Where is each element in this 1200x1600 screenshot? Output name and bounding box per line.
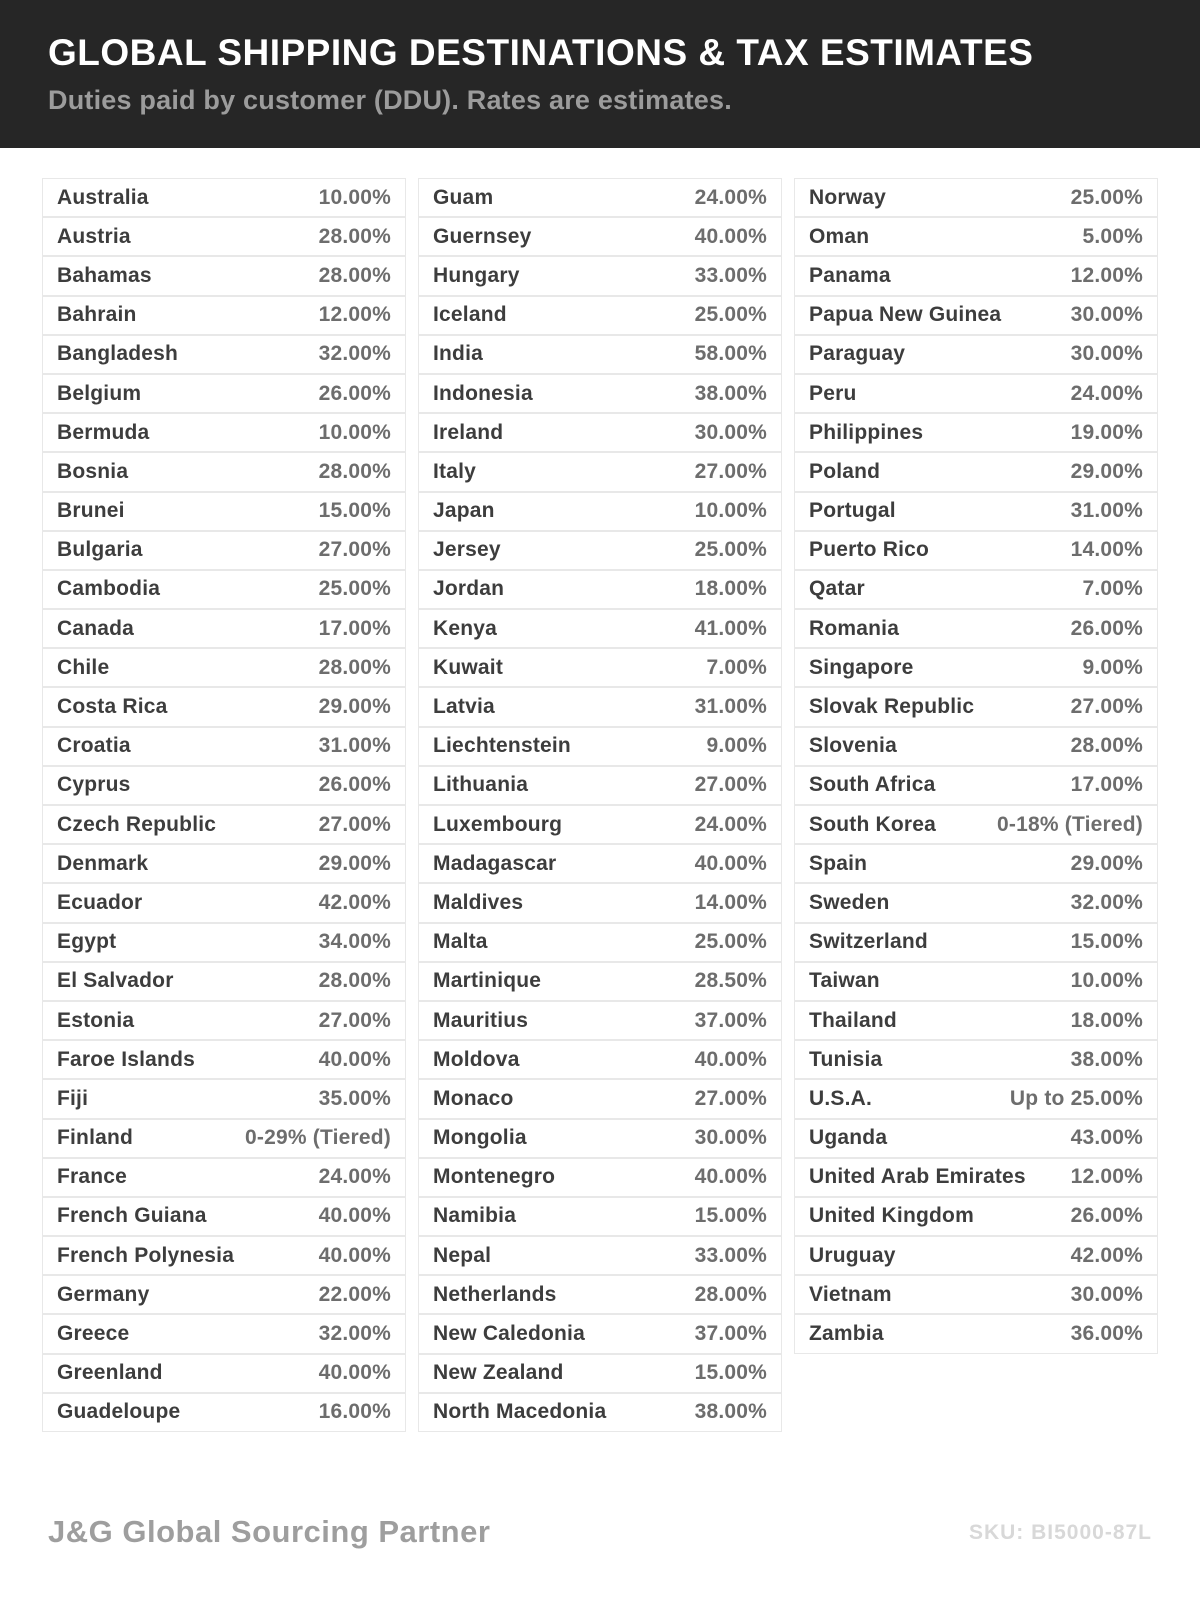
country-name: Zambia [809, 1322, 884, 1346]
table-row [418, 923, 782, 962]
country-name: Spain [809, 851, 868, 875]
tax-rate: 29.00% [318, 695, 391, 719]
tax-rate: 25.00% [694, 930, 767, 954]
table-row [418, 217, 782, 256]
table-row [794, 1079, 1158, 1118]
table-column [42, 178, 406, 1432]
table-row [418, 531, 782, 570]
tax-rate: 14.00% [1070, 538, 1143, 562]
table-row [42, 766, 406, 805]
tax-rate: 9.00% [1082, 655, 1143, 679]
tax-rate: 15.00% [694, 1204, 767, 1228]
tax-rate: 30.00% [1070, 1282, 1143, 1306]
page-subtitle: Duties paid by customer (DDU). Rates are estimates. [48, 85, 732, 115]
country-name: Uruguay [809, 1243, 896, 1267]
table-row [418, 1354, 782, 1393]
tax-rate: 42.00% [1070, 1243, 1143, 1267]
table-row [42, 923, 406, 962]
country-name: South Africa [809, 773, 936, 797]
country-name: Namibia [433, 1204, 517, 1228]
tax-rate: 12.00% [1070, 1165, 1143, 1189]
tax-rate: 15.00% [1070, 930, 1143, 954]
tax-rate: 33.00% [694, 1243, 767, 1267]
table-row [42, 531, 406, 570]
table-column [794, 178, 1158, 1354]
tax-rate: 24.00% [694, 185, 767, 209]
table-row [42, 217, 406, 256]
tax-rate: 19.00% [1070, 420, 1143, 444]
country-name: Martinique [433, 969, 542, 993]
tax-rate: 25.00% [1070, 185, 1143, 209]
country-name: Taiwan [809, 969, 880, 993]
tax-rate: 25.00% [694, 538, 767, 562]
table-row [794, 413, 1158, 452]
country-name: Slovak Republic [809, 695, 975, 719]
tax-rate: 34.00% [318, 930, 391, 954]
tax-rate: 28.00% [318, 655, 391, 679]
tax-rate: 24.00% [694, 812, 767, 836]
tax-rate: 36.00% [1070, 1322, 1143, 1346]
country-name: Netherlands [433, 1282, 557, 1306]
table-row [794, 844, 1158, 883]
country-name: Norway [809, 185, 887, 209]
tax-rate: 24.00% [1070, 381, 1143, 405]
table-row [42, 1119, 406, 1158]
table-row [42, 452, 406, 491]
tax-rate: 31.00% [318, 734, 391, 758]
tax-rate: 27.00% [318, 1008, 391, 1032]
table-row [794, 883, 1158, 922]
country-name: North Macedonia [433, 1400, 607, 1424]
tax-rate: 28.00% [318, 969, 391, 993]
tax-rate: 30.00% [694, 420, 767, 444]
table-row [794, 1275, 1158, 1314]
footer [0, 1514, 1200, 1550]
country-name: Germany [57, 1282, 150, 1306]
table-row [418, 1119, 782, 1158]
table-row [794, 1314, 1158, 1353]
country-name: Brunei [57, 499, 125, 523]
country-name: U.S.A. [809, 1086, 873, 1110]
country-name: Monaco [433, 1086, 514, 1110]
tax-rate: 38.00% [694, 381, 767, 405]
table-row [794, 962, 1158, 1001]
tax-rate: 29.00% [318, 851, 391, 875]
country-name: Japan [433, 499, 495, 523]
tax-rate: 40.00% [694, 1047, 767, 1071]
header-banner [0, 0, 1200, 148]
table-row [418, 609, 782, 648]
table-row [42, 609, 406, 648]
tax-rate: 32.00% [1070, 890, 1143, 914]
country-name: Mauritius [433, 1008, 529, 1032]
country-name: Faroe Islands [57, 1047, 195, 1071]
table-row [418, 648, 782, 687]
country-name: Tunisia [809, 1047, 883, 1071]
country-name: France [57, 1165, 128, 1189]
country-name: Greece [57, 1322, 130, 1346]
tax-rate: 5.00% [1082, 224, 1143, 248]
sku-label: SKU: BI5000-87L [968, 1521, 1152, 1544]
country-name: Czech Republic [57, 812, 217, 836]
country-name: Italy [433, 459, 477, 483]
country-name: Austria [57, 224, 131, 248]
table-row [794, 1236, 1158, 1275]
tax-rate: 29.00% [1070, 851, 1143, 875]
country-name: Madagascar [433, 851, 557, 875]
tax-rate: 10.00% [318, 420, 391, 444]
country-name: French Polynesia [57, 1243, 235, 1267]
tax-rate: 9.00% [706, 734, 767, 758]
country-name: Guernsey [433, 224, 532, 248]
table-row [42, 335, 406, 374]
country-name: Denmark [57, 851, 149, 875]
country-name: Cyprus [57, 773, 131, 797]
table-row [794, 687, 1158, 726]
country-name: Jordan [433, 577, 505, 601]
country-name: Moldova [433, 1047, 520, 1071]
table-row [418, 1197, 782, 1236]
country-name: Liechtenstein [433, 734, 571, 758]
table-row [42, 570, 406, 609]
tax-rate: 40.00% [318, 1361, 391, 1385]
country-name: Guam [433, 185, 494, 209]
country-name: Kuwait [433, 655, 504, 679]
country-name: Slovenia [809, 734, 897, 758]
table-row [794, 1158, 1158, 1197]
tax-rate: 30.00% [1070, 303, 1143, 327]
tax-rate: 28.00% [318, 224, 391, 248]
tax-rate: 37.00% [694, 1322, 767, 1346]
table-row [794, 1197, 1158, 1236]
shipping-table [0, 148, 1200, 1432]
country-name: Switzerland [809, 930, 928, 954]
country-name: Belgium [57, 381, 142, 405]
tax-rate: 40.00% [318, 1047, 391, 1071]
tax-rate: 10.00% [694, 499, 767, 523]
country-name: Romania [809, 616, 900, 640]
table-row [418, 962, 782, 1001]
country-name: Costa Rica [57, 695, 168, 719]
country-name: Puerto Rico [809, 538, 930, 562]
table-row [42, 1197, 406, 1236]
table-row [42, 1236, 406, 1275]
table-row [418, 727, 782, 766]
country-name: Papua New Guinea [809, 303, 1002, 327]
tax-rate: 32.00% [318, 1322, 391, 1346]
table-row [42, 1001, 406, 1040]
tax-rate: 29.00% [1070, 459, 1143, 483]
tax-rate: 27.00% [694, 459, 767, 483]
tax-rate: 28.00% [318, 263, 391, 287]
tax-rate: 27.00% [318, 538, 391, 562]
table-row [794, 766, 1158, 805]
table-row [794, 256, 1158, 295]
country-name: Estonia [57, 1008, 135, 1032]
tax-rate: 30.00% [694, 1126, 767, 1150]
country-name: Canada [57, 616, 135, 640]
tax-rate: 35.00% [318, 1086, 391, 1110]
table-row [42, 648, 406, 687]
tax-rate: 17.00% [318, 616, 391, 640]
page-title: GLOBAL SHIPPING DESTINATIONS & TAX ESTIMATES [48, 32, 1034, 73]
tax-rate: 26.00% [318, 773, 391, 797]
table-row [794, 296, 1158, 335]
country-name: Thailand [809, 1008, 897, 1032]
country-name: Finland [57, 1126, 134, 1150]
table-row [42, 178, 406, 217]
tax-rate: 40.00% [694, 851, 767, 875]
table-row [42, 1275, 406, 1314]
tax-rate: 40.00% [694, 1165, 767, 1189]
country-name: New Zealand [433, 1361, 564, 1385]
table-row [794, 531, 1158, 570]
country-name: Fiji [57, 1086, 89, 1110]
table-row [794, 374, 1158, 413]
tax-rate: 12.00% [318, 303, 391, 327]
country-name: Mongolia [433, 1126, 527, 1150]
country-name: Egypt [57, 930, 117, 954]
table-row [42, 413, 406, 452]
country-name: Luxembourg [433, 812, 563, 836]
country-name: Indonesia [433, 381, 533, 405]
tax-rate: 58.00% [694, 342, 767, 366]
table-row [42, 1354, 406, 1393]
table-row [42, 727, 406, 766]
table-row [418, 1236, 782, 1275]
country-name: El Salvador [57, 969, 174, 993]
country-name: Sweden [809, 890, 890, 914]
tax-rate: 41.00% [694, 616, 767, 640]
country-name: Chile [57, 655, 110, 679]
country-name: Portugal [809, 499, 896, 523]
country-name: Latvia [433, 695, 495, 719]
tax-rate: 31.00% [1070, 499, 1143, 523]
tax-rate: 33.00% [694, 263, 767, 287]
tax-rate: 28.00% [694, 1282, 767, 1306]
table-row [418, 1040, 782, 1079]
table-row [418, 178, 782, 217]
table-row [42, 962, 406, 1001]
table-row [794, 570, 1158, 609]
tax-rate: 28.50% [694, 969, 767, 993]
tax-rate: 27.00% [318, 812, 391, 836]
country-name: Maldives [433, 890, 524, 914]
table-row [42, 844, 406, 883]
tax-rate: 27.00% [694, 1086, 767, 1110]
tax-rate: Up to 25.00% [1009, 1086, 1143, 1110]
table-row [42, 805, 406, 844]
country-name: Qatar [809, 577, 865, 601]
table-row [794, 923, 1158, 962]
tax-rate: 26.00% [1070, 1204, 1143, 1228]
tax-rate: 32.00% [318, 342, 391, 366]
tax-rate: 25.00% [694, 303, 767, 327]
table-row [42, 374, 406, 413]
table-row [794, 335, 1158, 374]
table-row [794, 452, 1158, 491]
country-name: Iceland [433, 303, 507, 327]
country-name: Malta [433, 930, 488, 954]
table-column [418, 178, 782, 1432]
country-name: Australia [57, 185, 149, 209]
country-name: Bahamas [57, 263, 152, 287]
table-row [418, 256, 782, 295]
table-row [42, 883, 406, 922]
country-name: Lithuania [433, 773, 529, 797]
country-name: United Arab Emirates [809, 1165, 1026, 1189]
country-name: Croatia [57, 734, 131, 758]
tax-rate: 25.00% [318, 577, 391, 601]
country-name: Bosnia [57, 459, 129, 483]
table-row [418, 570, 782, 609]
country-name: United Kingdom [809, 1204, 974, 1228]
country-name: South Korea [809, 812, 937, 836]
table-row [418, 452, 782, 491]
country-name: Jersey [433, 538, 501, 562]
tax-rate: 24.00% [318, 1165, 391, 1189]
tax-rate: 18.00% [1070, 1008, 1143, 1032]
table-row [418, 766, 782, 805]
tax-rate: 30.00% [1070, 342, 1143, 366]
table-row [418, 1314, 782, 1353]
table-row [418, 1158, 782, 1197]
table-row [418, 883, 782, 922]
tax-rate: 40.00% [694, 224, 767, 248]
country-name: Ireland [433, 420, 504, 444]
tax-rate: 15.00% [318, 499, 391, 523]
table-row [418, 413, 782, 452]
tax-rate: 40.00% [318, 1204, 391, 1228]
table-row [794, 609, 1158, 648]
table-row [42, 687, 406, 726]
table-row [42, 1314, 406, 1353]
tax-rate: 28.00% [1070, 734, 1143, 758]
country-name: Panama [809, 263, 891, 287]
tax-rate: 16.00% [318, 1400, 391, 1424]
country-name: Montenegro [433, 1165, 556, 1189]
tax-rate: 42.00% [318, 890, 391, 914]
table-row [794, 178, 1158, 217]
country-name: Vietnam [809, 1282, 892, 1306]
table-row [42, 256, 406, 295]
table-row [42, 296, 406, 335]
country-name: Greenland [57, 1361, 163, 1385]
tax-rate: 12.00% [1070, 263, 1143, 287]
tax-rate: 15.00% [694, 1361, 767, 1385]
country-name: Bermuda [57, 420, 150, 444]
table-row [794, 1001, 1158, 1040]
tax-rate: 17.00% [1070, 773, 1143, 797]
tax-rate: 43.00% [1070, 1126, 1143, 1150]
table-row [418, 687, 782, 726]
table-row [418, 335, 782, 374]
tax-rate: 38.00% [1070, 1047, 1143, 1071]
country-name: Guadeloupe [57, 1400, 181, 1424]
country-name: Bulgaria [57, 538, 143, 562]
tax-rate: 26.00% [1070, 616, 1143, 640]
country-name: Hungary [433, 263, 520, 287]
country-name: French Guiana [57, 1204, 207, 1228]
table-row [794, 727, 1158, 766]
tax-rate: 28.00% [318, 459, 391, 483]
table-row [418, 844, 782, 883]
country-name: Oman [809, 224, 870, 248]
table-row [418, 1079, 782, 1118]
table-row [794, 217, 1158, 256]
tax-rate: 10.00% [1070, 969, 1143, 993]
table-row [418, 492, 782, 531]
table-row [42, 1040, 406, 1079]
table-row [42, 1079, 406, 1118]
tax-rate: 7.00% [706, 655, 767, 679]
table-row [42, 492, 406, 531]
table-row [794, 1040, 1158, 1079]
table-row [418, 1393, 782, 1432]
tax-rate: 40.00% [318, 1243, 391, 1267]
table-row [794, 1119, 1158, 1158]
country-name: Philippines [809, 420, 924, 444]
tax-rate: 26.00% [318, 381, 391, 405]
table-row [418, 1001, 782, 1040]
country-name: Ecuador [57, 890, 143, 914]
country-name: Peru [809, 381, 857, 405]
table-row [42, 1393, 406, 1432]
tax-rate: 27.00% [694, 773, 767, 797]
table-row [418, 296, 782, 335]
brand-name: J&G Global Sourcing Partner [48, 1514, 491, 1549]
tax-rate: 27.00% [1070, 695, 1143, 719]
tax-rate: 0-18% (Tiered) [997, 812, 1143, 836]
country-name: India [433, 342, 484, 366]
tax-rate: 7.00% [1082, 577, 1143, 601]
table-row [794, 648, 1158, 687]
country-name: Bangladesh [57, 342, 179, 366]
tax-rate: 0-29% (Tiered) [245, 1126, 391, 1150]
tax-rate: 38.00% [694, 1400, 767, 1424]
country-name: Paraguay [809, 342, 906, 366]
country-name: Uganda [809, 1126, 888, 1150]
country-name: Nepal [433, 1243, 492, 1267]
country-name: Singapore [809, 655, 914, 679]
country-name: New Caledonia [433, 1322, 585, 1346]
table-row [42, 1158, 406, 1197]
table-row [794, 492, 1158, 531]
country-name: Bahrain [57, 303, 137, 327]
country-name: Kenya [433, 616, 498, 640]
table-row [418, 374, 782, 413]
country-name: Cambodia [57, 577, 161, 601]
country-name: Poland [809, 459, 881, 483]
tax-rate: 10.00% [318, 185, 391, 209]
tax-rate: 22.00% [318, 1282, 391, 1306]
tax-rate: 31.00% [694, 695, 767, 719]
table-row [418, 805, 782, 844]
table-row [794, 805, 1158, 844]
tax-rate: 37.00% [694, 1008, 767, 1032]
table-row [418, 1275, 782, 1314]
tax-rate: 18.00% [694, 577, 767, 601]
tax-rate: 14.00% [694, 890, 767, 914]
